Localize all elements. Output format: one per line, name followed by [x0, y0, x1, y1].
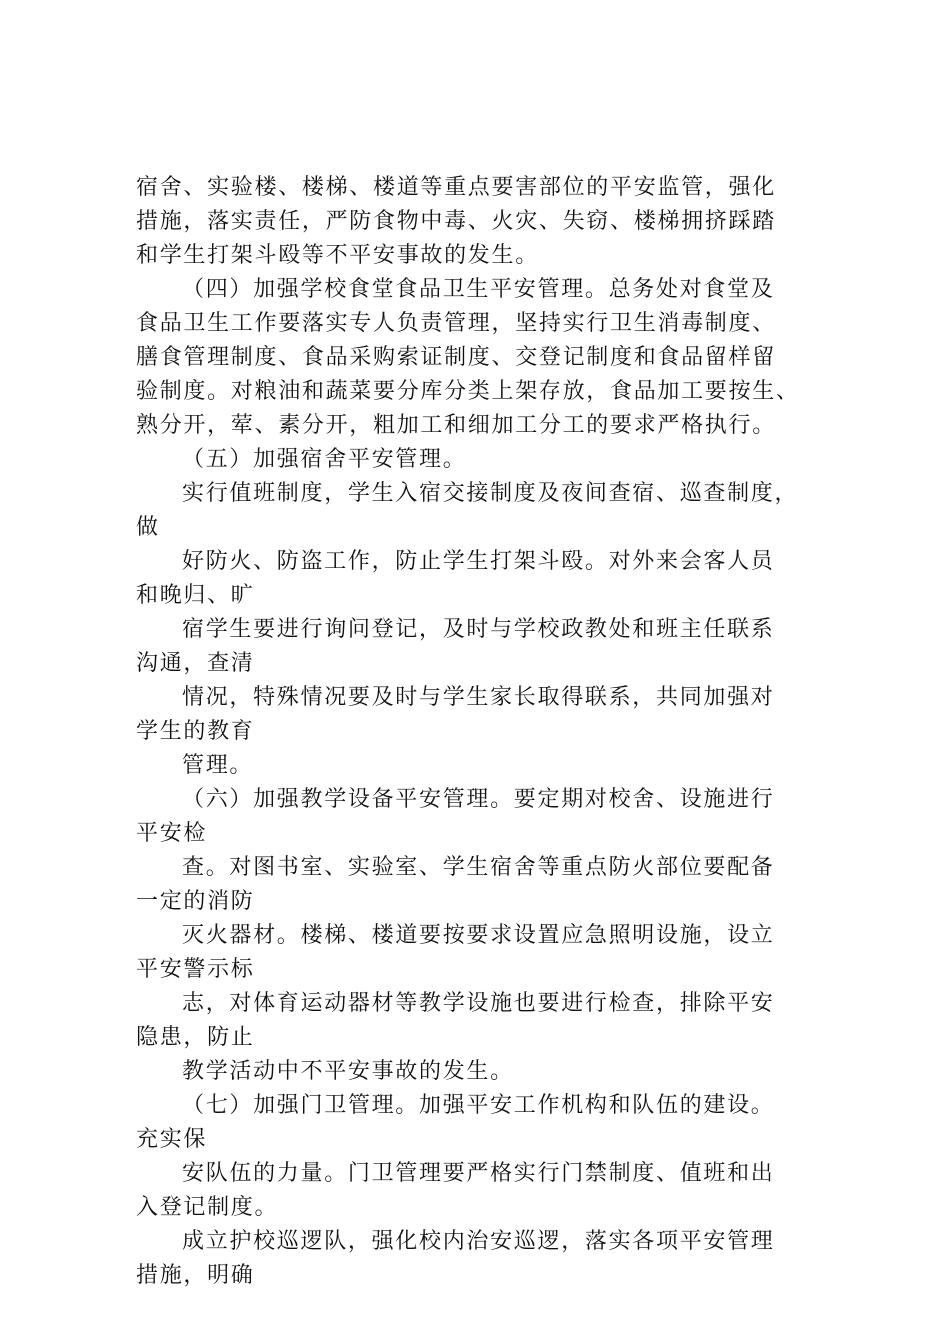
- text-line: 教学活动中不平安事故的发生。: [182, 1059, 514, 1084]
- text-line: 膳食管理制度、食品采购索证制度、交登记制度和食品留样留: [136, 345, 776, 370]
- text-line: 志，对体育运动器材等教学设施也要进行检查，排除平安: [182, 991, 775, 1016]
- text-line: 熟分开，荤、素分开，粗加工和细加工分工的要求严格执行。: [136, 413, 776, 438]
- text-line: 管理。: [182, 753, 254, 778]
- text-line: 宿舍、实验楼、楼梯、楼道等重点要害部位的平安监管，强化: [136, 175, 776, 200]
- text-line: 入登记制度。: [136, 1195, 279, 1220]
- text-line: 食品卫生工作要落实专人负责管理，坚持实行卫生消毒制度、: [136, 311, 776, 336]
- text-line: 沟通，查清: [136, 651, 255, 676]
- text-line: （四）加强学校食堂食品卫生平安管理。总务处对食堂及: [182, 277, 775, 302]
- text-line: 成立护校巡逻队，强化校内治安巡逻，落实各项平安管理: [182, 1229, 775, 1254]
- text-line: 和晚归、旷: [136, 583, 255, 608]
- text-line: 平安检: [136, 821, 208, 846]
- text-line: 做: [136, 515, 160, 540]
- text-line: 验制度。对粮油和蔬菜要分库分类上架存放，食品加工要按生、: [136, 379, 800, 404]
- text-line: 灭火器材。楼梯、楼道要按要求设置应急照明设施，设立: [182, 923, 775, 948]
- text-line: （七）加强门卫管理。加强平安工作机构和队伍的建设。: [182, 1093, 775, 1118]
- text-line: 平安警示标: [136, 957, 255, 982]
- text-line: 实行值班制度，学生入宿交接制度及夜间查宿、巡查制度，: [182, 481, 799, 506]
- text-line: （六）加强教学设备平安管理。要定期对校舍、设施进行: [182, 787, 775, 812]
- text-line: 措施，明确: [136, 1263, 255, 1288]
- text-line: 情况，特殊情况要及时与学生家长取得联系，共同加强对: [182, 685, 775, 710]
- text-line: 和学生打架斗殴等不平安事故的发生。: [136, 243, 539, 268]
- text-line: 好防火、防盗工作，防止学生打架斗殴。对外来会客人员: [182, 549, 775, 574]
- text-line: 查。对图书室、实验室、学生宿舍等重点防火部位要配备: [182, 855, 775, 880]
- text-line: 安队伍的力量。门卫管理要严格实行门禁制度、值班和出: [182, 1161, 775, 1186]
- text-line: 充实保: [136, 1127, 208, 1152]
- text-line: 一定的消防: [136, 889, 255, 914]
- text-line: 措施，落实责任，严防食物中毒、火灾、失窃、楼梯拥挤踩踏: [136, 209, 776, 234]
- text-line: （五）加强宿舍平安管理。: [182, 447, 467, 472]
- text-line: 隐患，防止: [136, 1025, 255, 1050]
- text-line: 宿学生要进行询问登记，及时与学校政教处和班主任联系: [182, 617, 775, 642]
- text-line: 学生的教育: [136, 719, 255, 744]
